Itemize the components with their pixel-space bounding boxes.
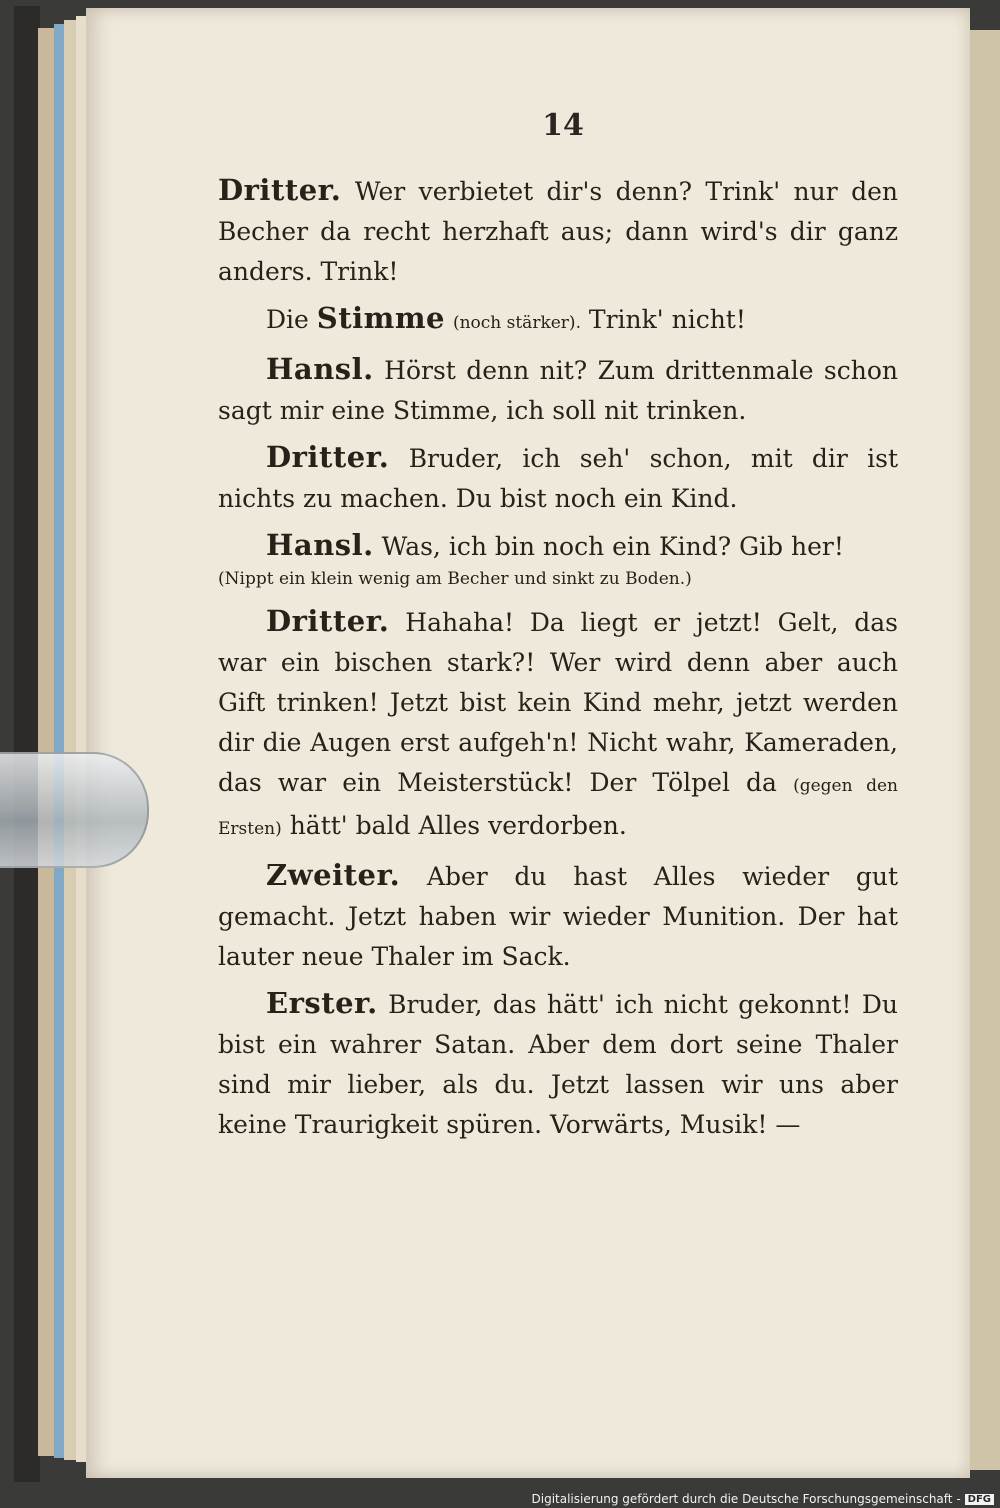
page-clip bbox=[0, 752, 149, 868]
speaker-article: Die bbox=[266, 305, 309, 334]
book-cover-edge bbox=[14, 6, 40, 1482]
page-edge bbox=[38, 28, 54, 1456]
speaker-name: Stimme bbox=[316, 301, 445, 335]
facing-page-edge bbox=[970, 30, 1000, 1470]
dialogue-paragraph bbox=[218, 298, 898, 343]
dialogue-text: Bruder, ich seh' schon, mit dir ist nichts zu machen. Du bist noch ein Kind. bbox=[218, 444, 898, 513]
speaker-name: Hansl. bbox=[266, 528, 374, 562]
page-edge bbox=[76, 16, 86, 1462]
dialogue-text: Aber du hast Alles wieder gut gemacht. Jetzt haben wir wieder Munition. Der hat lauter neue Thaler im Sack. bbox=[218, 862, 898, 971]
credit-text: Digitalisierung gefördert durch die Deutsche Forschungsgemeinschaft - bbox=[531, 1492, 961, 1506]
dialogue-paragraph bbox=[218, 601, 898, 849]
speaker-name: Dritter. bbox=[218, 173, 342, 207]
page-number: 14 bbox=[542, 108, 584, 143]
stage-direction: (noch stärker). bbox=[452, 313, 581, 333]
dialogue-text: Trink' nicht! bbox=[588, 305, 746, 334]
stage-direction: (Nippt ein klein wenig am Becher und sinkt zu Boden.) bbox=[218, 569, 692, 589]
speaker-name: Dritter. bbox=[266, 440, 390, 474]
dialogue-paragraph bbox=[218, 983, 898, 1145]
dfg-logo: DFG bbox=[965, 1494, 994, 1505]
blue-endpaper-edge bbox=[54, 24, 64, 1458]
speaker-name: Hansl. bbox=[266, 352, 374, 386]
dialogue-paragraph bbox=[218, 437, 898, 519]
dialogue-paragraph bbox=[218, 855, 898, 977]
dialogue-paragraph bbox=[218, 170, 898, 292]
dialogue-paragraph bbox=[218, 349, 898, 431]
book-edge bbox=[14, 6, 86, 1482]
dialogue-text: Wer verbietet dir's denn? Trink' nur den Becher da recht herzhaft aus; dann wird's dir ganz anders. Trink! bbox=[218, 177, 898, 286]
dialogue-text: Was, ich bin noch ein Kind? Gib her! bbox=[381, 532, 844, 561]
dialogue-text: Hörst denn nit? Zum drittenmale schon sagt mir eine Stimme, ich soll nit trinken. bbox=[218, 356, 899, 425]
dialogue-text: Bruder, das hätt' ich nicht gekonnt! Du bist ein wahrer Satan. Aber dem dort seine Thaler sind mir lieber, als du. Jetzt lassen wir uns aber keine Traurigkeit spüren. Vorwärts, Musik! — bbox=[218, 990, 898, 1139]
digitization-credit bbox=[532, 1492, 995, 1506]
stage-direction: (gegen den Ersten) bbox=[218, 776, 899, 839]
dialogue-text: hätt' bald Alles verdorben. bbox=[289, 811, 627, 840]
page-text bbox=[218, 170, 898, 1151]
speaker-name: Zweiter. bbox=[266, 858, 401, 892]
dialogue-paragraph bbox=[218, 525, 898, 567]
speaker-name: Dritter. bbox=[266, 604, 390, 638]
dialogue-text: Hahaha! Da liegt er jetzt! Gelt, das war ein bischen stark?! Wer wird denn aber auch Gift trinken! Jetzt bist kein Kind mehr, jetzt werden dir die Augen erst aufgeh'n! Nicht wahr, Kameraden, das war ein Meisterstück! Der Tölpel da bbox=[218, 608, 899, 797]
speaker-name: Erster. bbox=[266, 986, 378, 1020]
